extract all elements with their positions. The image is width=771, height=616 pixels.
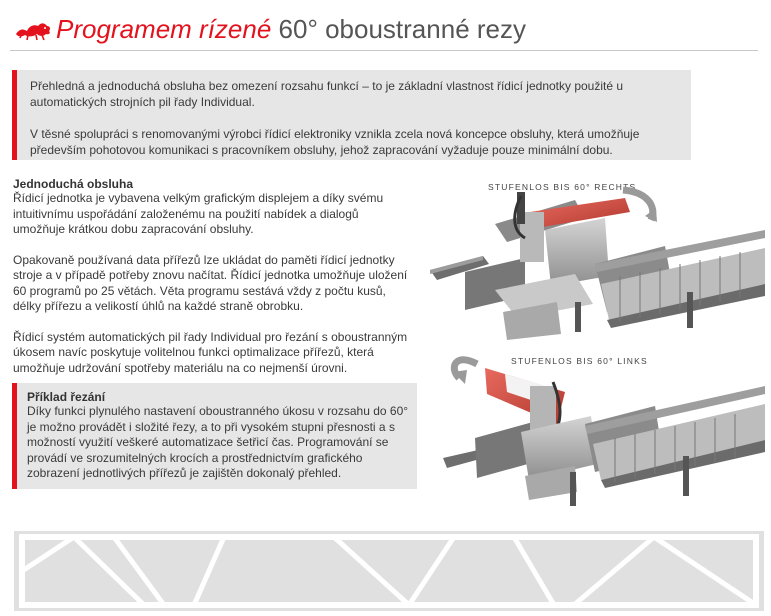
diagonal-lines-pattern xyxy=(14,531,764,611)
caption-left: STUFENLOS BIS 60° LINKS xyxy=(511,356,648,366)
cutting-example-panel xyxy=(12,383,417,489)
page-header xyxy=(10,8,758,52)
dragon-logo-icon xyxy=(14,20,52,42)
saw-machine-right-icon xyxy=(430,190,765,340)
simple-operation-heading: Jednoduchá obsluha xyxy=(13,177,134,191)
cutting-example-heading: Příklad řezání xyxy=(27,390,106,404)
simple-paragraph-2: Opakovaně používaná data přířezů lze ukládat do paměti řídicí jednotky stroje a v případě potřeby znovu načítat. Řídicí jednotka umožňuje uložení 60 programů po 25 větách. Věta programu sestává vždy z počtu kusů, délky přířezu a velikostí úhlů na každé straně obrobku. xyxy=(13,252,408,313)
cutting-example-text: Díky funkci plynulého nastavení oboustranného úkosu v rozsahu do 60° je možno provádět i složité řezy, a to při vysokém stupni přesnosti a s možností využití veškeré automatizace šetřicí čas. Programování se provádí ve srozumitelných krocích a prostřednictvím grafického zobrazení jednotlivých přířezů je zajištěn dokonalý přehled. xyxy=(27,404,409,480)
caption-right: STUFENLOS BIS 60° RECHTS xyxy=(488,182,637,192)
page-title xyxy=(56,13,526,45)
intro-paragraph-2: V těsné spolupráci s renomovanými výrobci řídicí elektroniky vznikla zcela nová koncepce obsluhy, která umožňuje především pohotovou komunikaci s pracovníkem obsluhy, jehož zapracování vyžaduje pouze minimální dobu. xyxy=(30,127,640,157)
decorative-banner xyxy=(14,531,764,611)
saw-machine-drawings xyxy=(425,172,765,530)
machine-illustrations xyxy=(425,172,765,530)
title-rest: 60° oboustranné rezy xyxy=(278,14,526,44)
intro-paragraph-1: Přehledná a jednoduchá obsluha bez omezení rozsahu funkcí – to je základní vlastnost řídicí jednotky použité u automatických strojních pil řady Individual. xyxy=(30,79,624,109)
header-divider xyxy=(10,50,758,51)
simple-paragraph-1: Řídicí jednotka je vybavena velkým grafickým displejem a díky svému intuitivnímu uspořádání založenému na použití nabídek a dialogů umožňuje krátkou dobu zapracování obsluhy. xyxy=(13,191,384,236)
saw-machine-left-icon xyxy=(443,360,765,506)
intro-panel xyxy=(12,70,691,160)
simple-paragraph-3: Řídicí systém automatických pil řady Individual pro řezání s oboustranným úkosem navíc poskytuje volitelnou funkci optimalizace přířezů, která umožňuje udržování spotřeby materiálu na co nejmenší úrovni. xyxy=(13,329,408,375)
title-accent: Programem rízené xyxy=(56,14,272,44)
simple-operation-section xyxy=(13,177,413,391)
